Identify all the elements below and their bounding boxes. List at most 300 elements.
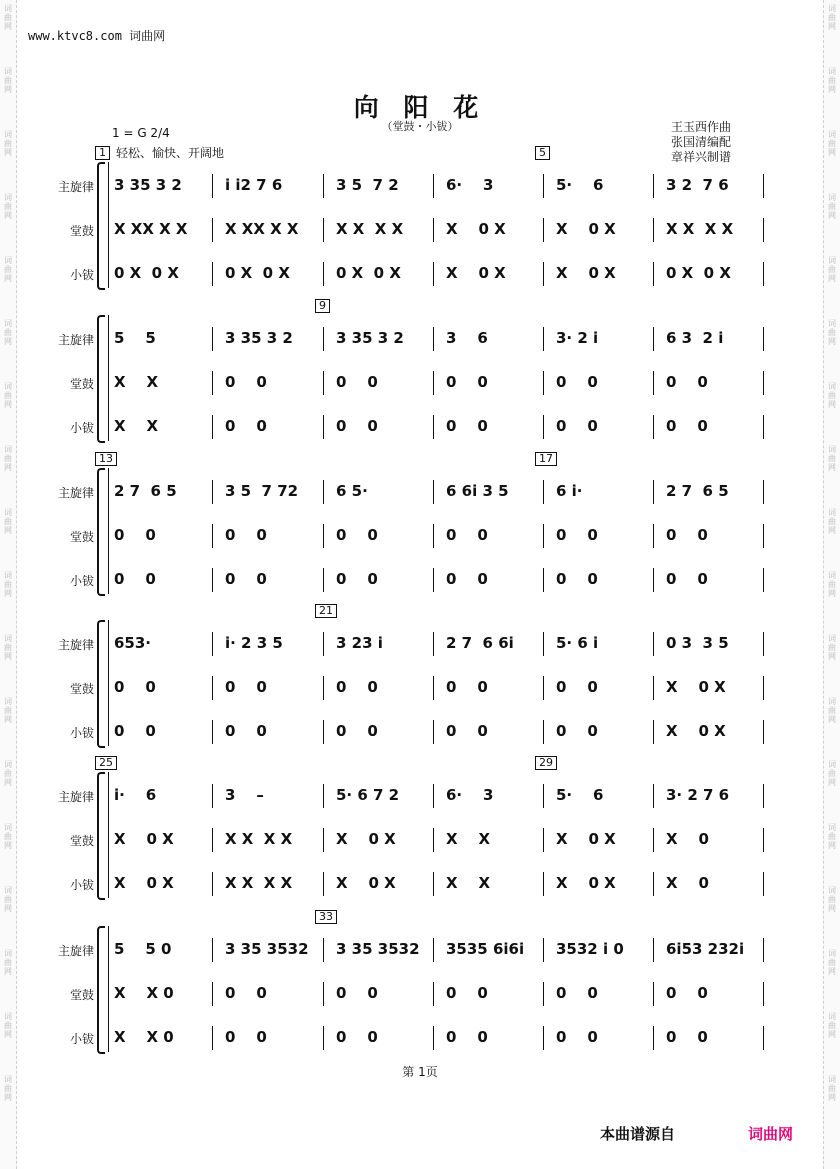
- part-label: 堂鼓: [69, 224, 94, 238]
- measure-notes: 6i53 232i: [666, 940, 745, 958]
- bar-line: [323, 828, 324, 852]
- watermark-text: 词 曲 网: [828, 1012, 836, 1039]
- bar-line: [763, 720, 764, 744]
- measure-notes: 0 0: [225, 373, 267, 391]
- watermark-text: 词 曲 网: [828, 4, 836, 31]
- measure-notes: 3 35 3532: [225, 940, 309, 958]
- bar-line: [763, 1026, 764, 1050]
- bar-line: [433, 872, 434, 896]
- measure-notes: 2 7 6 5: [666, 482, 729, 500]
- bar-line: [323, 982, 324, 1006]
- measure-notes: 3 5 7 2: [336, 176, 399, 194]
- part-label: 主旋律: [57, 944, 94, 958]
- bar-line: [433, 480, 434, 504]
- measure-notes: 0 0: [556, 1028, 598, 1046]
- measure-notes: 6 i·: [556, 482, 583, 500]
- bar-line: [212, 415, 213, 439]
- bar-line: [543, 480, 544, 504]
- system-bracket: [97, 162, 105, 290]
- measure-notes: 5 5: [114, 329, 156, 347]
- bar-line: [543, 524, 544, 548]
- bar-line: [543, 982, 544, 1006]
- bar-line: [653, 327, 654, 351]
- bar-line: [323, 218, 324, 242]
- measure-notes: 0 0: [556, 722, 598, 740]
- measure-number: 25: [95, 756, 117, 770]
- bar-line: [433, 415, 434, 439]
- measure-notes: 0 0: [556, 984, 598, 1002]
- part-label: 堂鼓: [69, 530, 94, 544]
- watermark-text: 词 曲 网: [4, 4, 12, 31]
- measure-notes: 0 0: [114, 526, 156, 544]
- watermark-text: 词 曲 网: [4, 949, 12, 976]
- bar-line: [433, 938, 434, 962]
- bar-line: [653, 828, 654, 852]
- measure-number: 29: [535, 756, 557, 770]
- measure-notes: 6 3 2 i: [666, 329, 724, 347]
- part-label: 堂鼓: [69, 834, 94, 848]
- bar-line: [653, 872, 654, 896]
- measure-notes: 0 0: [336, 984, 378, 1002]
- measure-number: 17: [535, 452, 557, 466]
- measure-notes: 0 0: [666, 417, 708, 435]
- measure-notes: X 0 X: [114, 874, 174, 892]
- bar-line: [543, 784, 544, 808]
- bar-line: [323, 1026, 324, 1050]
- bar-line: [323, 720, 324, 744]
- measure-notes: X 0 X: [556, 830, 616, 848]
- measure-notes: 0 X 0 X: [114, 264, 179, 282]
- watermark-text: 词 曲 网: [4, 1012, 12, 1039]
- bar-line: [433, 327, 434, 351]
- bar-line: [323, 327, 324, 351]
- measure-notes: 5 5 0: [114, 940, 172, 958]
- measure-notes: X 0 X: [666, 722, 726, 740]
- watermark-text: 词 曲 网: [828, 760, 836, 787]
- bar-line: [433, 720, 434, 744]
- bar-line: [653, 632, 654, 656]
- measure-notes: X 0: [666, 830, 709, 848]
- measure-notes: X 0 X: [666, 678, 726, 696]
- part-label: 主旋律: [57, 790, 94, 804]
- part-label: 堂鼓: [69, 988, 94, 1002]
- bar-line: [323, 676, 324, 700]
- bar-line: [433, 1026, 434, 1050]
- bar-line: [763, 872, 764, 896]
- bar-line: [763, 938, 764, 962]
- measure-notes: X X X X: [666, 220, 734, 238]
- watermark-text: 词 曲 网: [4, 634, 12, 661]
- bar-line: [763, 784, 764, 808]
- measure-notes: X 0 X: [336, 874, 396, 892]
- measure-notes: 5· 6 i: [556, 634, 599, 652]
- part-label: 小钹: [69, 878, 94, 892]
- bar-line: [433, 262, 434, 286]
- bar-line: [653, 982, 654, 1006]
- part-label: 主旋律: [57, 333, 94, 347]
- bar-line: [433, 784, 434, 808]
- measure-notes: 0 X 0 X: [225, 264, 290, 282]
- measure-notes: 3 6: [446, 329, 488, 347]
- site-url[interactable]: www.ktvc8.com 词曲网: [28, 29, 166, 43]
- bar-line: [763, 982, 764, 1006]
- measure-notes: X X 0: [114, 984, 174, 1002]
- measure-notes: 0 0: [114, 678, 156, 696]
- measure-notes: 3 5 7 72: [225, 482, 299, 500]
- measure-notes: 0 0: [336, 417, 378, 435]
- system-start-line: [108, 926, 109, 1052]
- bar-line: [653, 218, 654, 242]
- watermark-text: 词 曲 网: [4, 697, 12, 724]
- bar-line: [653, 720, 654, 744]
- bar-line: [433, 982, 434, 1006]
- bar-line: [543, 262, 544, 286]
- watermark-text: 词 曲 网: [4, 382, 12, 409]
- measure-notes: 0 0: [446, 526, 488, 544]
- part-label: 小钹: [69, 421, 94, 435]
- measure-notes: X 0: [666, 874, 709, 892]
- bar-line: [433, 524, 434, 548]
- bar-line: [212, 784, 213, 808]
- watermark-text: 词 曲 网: [828, 130, 836, 157]
- watermark-text: 词 曲 网: [4, 760, 12, 787]
- bar-line: [212, 524, 213, 548]
- measure-notes: 5· 6: [556, 786, 604, 804]
- part-label: 堂鼓: [69, 377, 94, 391]
- measure-notes: 0 0: [336, 526, 378, 544]
- measure-notes: X 0 X: [556, 874, 616, 892]
- watermark-text: 词 曲 网: [4, 571, 12, 598]
- system-bracket: [97, 315, 105, 443]
- measure-notes: 3 35 3532: [336, 940, 420, 958]
- measure-notes: 0 0: [114, 722, 156, 740]
- watermark-text: 词 曲 网: [828, 1075, 836, 1102]
- measure-notes: 0 0: [225, 1028, 267, 1046]
- bar-line: [653, 371, 654, 395]
- measure-notes: 0 0: [225, 722, 267, 740]
- tempo-marking: 轻松、愉快、开阔地: [116, 146, 225, 160]
- measure-number: 9: [315, 299, 330, 313]
- bar-line: [653, 938, 654, 962]
- measure-notes: 3· 2 i: [556, 329, 599, 347]
- bar-line: [543, 568, 544, 592]
- system-bracket: [97, 468, 105, 596]
- measure-notes: X X X X: [225, 830, 293, 848]
- bar-line: [653, 174, 654, 198]
- watermark-text: 词 曲 网: [828, 886, 836, 913]
- measure-notes: 0 0: [556, 373, 598, 391]
- measure-notes: 3 35 3 2: [114, 176, 182, 194]
- measure-notes: 0 0: [666, 526, 708, 544]
- bar-line: [763, 632, 764, 656]
- watermark-text: 词 曲 网: [4, 67, 12, 94]
- measure-notes: 0 0: [556, 678, 598, 696]
- watermark-text: 词 曲 网: [4, 445, 12, 472]
- watermark-text: 词 曲 网: [828, 823, 836, 850]
- watermark-text: 词 曲 网: [828, 256, 836, 283]
- bar-line: [653, 1026, 654, 1050]
- system-bracket: [97, 772, 105, 900]
- bar-line: [323, 371, 324, 395]
- part-label: 主旋律: [57, 486, 94, 500]
- watermark-text: 词 曲 网: [4, 319, 12, 346]
- part-label: 小钹: [69, 574, 94, 588]
- watermark-text: 词 曲 网: [828, 67, 836, 94]
- measure-notes: 0 0: [556, 570, 598, 588]
- bar-line: [543, 1026, 544, 1050]
- measure-notes: X X 0: [114, 1028, 174, 1046]
- measure-notes: X 0 X: [446, 264, 506, 282]
- measure-notes: 0 X 0 X: [336, 264, 401, 282]
- bar-line: [323, 568, 324, 592]
- bar-line: [543, 174, 544, 198]
- watermark-text: 词 曲 网: [4, 508, 12, 535]
- part-label: 小钹: [69, 1032, 94, 1046]
- page-number: 第 1页: [402, 1065, 438, 1079]
- transcriber-credit: 章祥兴制谱: [671, 150, 732, 164]
- bar-line: [212, 676, 213, 700]
- measure-notes: 0 0: [446, 722, 488, 740]
- source-label: 本曲谱源自: [600, 1125, 676, 1143]
- part-label: 小钹: [69, 726, 94, 740]
- measure-notes: 0 0: [225, 570, 267, 588]
- bar-line: [433, 174, 434, 198]
- bar-line: [763, 174, 764, 198]
- bar-line: [763, 327, 764, 351]
- measure-notes: 0 0: [666, 570, 708, 588]
- system-start-line: [108, 315, 109, 441]
- bar-line: [543, 720, 544, 744]
- system-start-line: [108, 620, 109, 746]
- bar-line: [212, 720, 213, 744]
- measure-notes: 3 23 i: [336, 634, 383, 652]
- bar-line: [653, 568, 654, 592]
- bar-line: [433, 632, 434, 656]
- bar-line: [323, 872, 324, 896]
- measure-notes: 3532 i 0: [556, 940, 624, 958]
- bar-line: [323, 632, 324, 656]
- bar-line: [212, 982, 213, 1006]
- measure-notes: i· 6: [114, 786, 157, 804]
- watermark-text: 词 曲 网: [828, 445, 836, 472]
- measure-notes: 0 0: [225, 417, 267, 435]
- measure-notes: X X X X: [225, 874, 293, 892]
- measure-notes: 0 0: [446, 373, 488, 391]
- measure-notes: 0 X 0 X: [666, 264, 731, 282]
- bar-line: [653, 480, 654, 504]
- bar-line: [653, 524, 654, 548]
- bar-line: [763, 415, 764, 439]
- arranger-credit: 张国清编配: [671, 135, 732, 149]
- measure-notes: X XX X X: [225, 220, 299, 238]
- bar-line: [433, 568, 434, 592]
- bar-line: [433, 676, 434, 700]
- system-start-line: [108, 162, 109, 288]
- measure-number: 1: [95, 146, 110, 160]
- bar-line: [212, 828, 213, 852]
- watermark-text: 词 曲 网: [828, 319, 836, 346]
- system-start-line: [108, 772, 109, 898]
- measure-notes: 6· 3: [446, 786, 494, 804]
- measure-notes: 0 0: [556, 417, 598, 435]
- system-start-line: [108, 468, 109, 594]
- bar-line: [653, 676, 654, 700]
- bar-line: [763, 371, 764, 395]
- measure-notes: X 0 X: [336, 830, 396, 848]
- measure-notes: 0 0: [336, 373, 378, 391]
- measure-number: 13: [95, 452, 117, 466]
- bar-line: [323, 174, 324, 198]
- measure-notes: X 0 X: [556, 264, 616, 282]
- source-site-link[interactable]: 词曲网: [748, 1125, 794, 1143]
- bar-line: [323, 524, 324, 548]
- bar-line: [653, 784, 654, 808]
- measure-notes: 0 0: [446, 678, 488, 696]
- measure-notes: 0 0: [556, 526, 598, 544]
- bar-line: [543, 218, 544, 242]
- bar-line: [763, 480, 764, 504]
- measure-notes: 3535 6i6i: [446, 940, 525, 958]
- bar-line: [763, 218, 764, 242]
- bar-line: [323, 262, 324, 286]
- measure-notes: 0 0: [225, 526, 267, 544]
- measure-notes: 0 0: [336, 678, 378, 696]
- watermark-text: 词 曲 网: [828, 508, 836, 535]
- measure-notes: 6· 3: [446, 176, 494, 194]
- bar-line: [543, 676, 544, 700]
- part-label: 小钹: [69, 268, 94, 282]
- measure-notes: 0 0: [446, 570, 488, 588]
- watermark-text: 词 曲 网: [4, 130, 12, 157]
- key-signature: 1 = G 2/4: [112, 126, 170, 140]
- bar-line: [212, 371, 213, 395]
- measure-notes: 0 0: [114, 570, 156, 588]
- bar-line: [653, 262, 654, 286]
- composer-credit: 王玉西作曲: [671, 120, 732, 134]
- measure-number: 21: [315, 604, 337, 618]
- measure-notes: 0 0: [225, 678, 267, 696]
- system-bracket: [97, 620, 105, 748]
- watermark-text: 词 曲 网: [4, 193, 12, 220]
- bar-line: [543, 632, 544, 656]
- bar-line: [543, 371, 544, 395]
- bar-line: [323, 480, 324, 504]
- bar-line: [323, 938, 324, 962]
- bar-line: [323, 784, 324, 808]
- measure-notes: 5· 6: [556, 176, 604, 194]
- measure-notes: 0 0: [446, 417, 488, 435]
- measure-notes: 0 0: [666, 1028, 708, 1046]
- part-label: 主旋律: [57, 638, 94, 652]
- measure-notes: X XX X X: [114, 220, 188, 238]
- watermark-text: 词 曲 网: [828, 949, 836, 976]
- measure-notes: 653·: [114, 634, 152, 652]
- bar-line: [212, 632, 213, 656]
- measure-notes: 3 –: [225, 786, 264, 804]
- measure-notes: 0 0: [666, 984, 708, 1002]
- bar-line: [212, 568, 213, 592]
- watermark-text: 词 曲 网: [828, 193, 836, 220]
- measure-notes: X 0 X: [114, 830, 174, 848]
- song-title: 向 阳 花: [353, 93, 487, 122]
- measure-notes: 2 7 6 6i: [446, 634, 514, 652]
- watermark-text: 词 曲 网: [828, 634, 836, 661]
- bar-line: [433, 218, 434, 242]
- measure-notes: i i2 7 6: [225, 176, 283, 194]
- bar-line: [543, 938, 544, 962]
- watermark-text: 词 曲 网: [828, 382, 836, 409]
- bar-line: [763, 524, 764, 548]
- measure-number: 33: [315, 910, 337, 924]
- left-watermark-strip: [0, 0, 17, 1169]
- bar-line: [763, 568, 764, 592]
- measure-notes: X X: [446, 874, 491, 892]
- watermark-text: 词 曲 网: [4, 823, 12, 850]
- watermark-text: 词 曲 网: [4, 1075, 12, 1102]
- bar-line: [212, 218, 213, 242]
- right-watermark-strip: [823, 0, 840, 1169]
- bar-line: [212, 327, 213, 351]
- part-label: 主旋律: [57, 180, 94, 194]
- bar-line: [763, 828, 764, 852]
- bar-line: [212, 1026, 213, 1050]
- watermark-text: 词 曲 网: [4, 256, 12, 283]
- measure-notes: X X: [114, 373, 159, 391]
- bar-line: [212, 174, 213, 198]
- measure-notes: 3 35 3 2: [336, 329, 404, 347]
- bar-line: [323, 415, 324, 439]
- watermark-text: 词 曲 网: [828, 571, 836, 598]
- measure-notes: 6 5·: [336, 482, 368, 500]
- part-label: 堂鼓: [69, 682, 94, 696]
- measure-notes: X 0 X: [446, 220, 506, 238]
- measure-notes: 0 0: [666, 373, 708, 391]
- bar-line: [653, 415, 654, 439]
- measure-notes: 0 0: [336, 570, 378, 588]
- measure-notes: X X: [114, 417, 159, 435]
- measure-notes: 3 35 3 2: [225, 329, 293, 347]
- measure-notes: 5· 6 7 2: [336, 786, 400, 804]
- measure-notes: 0 0: [336, 722, 378, 740]
- watermark-text: 词 曲 网: [828, 697, 836, 724]
- measure-notes: 2 7 6 5: [114, 482, 177, 500]
- bar-line: [212, 480, 213, 504]
- bar-line: [212, 872, 213, 896]
- watermark-text: 词 曲 网: [4, 886, 12, 913]
- measure-notes: X 0 X: [556, 220, 616, 238]
- song-subtitle: （堂鼓・小钹）: [381, 120, 459, 133]
- bar-line: [763, 676, 764, 700]
- measure-notes: 0 0: [336, 1028, 378, 1046]
- measure-notes: 6 6i 3 5: [446, 482, 509, 500]
- measure-number: 5: [535, 146, 550, 160]
- measure-notes: 0 0: [446, 984, 488, 1002]
- bar-line: [543, 872, 544, 896]
- measure-notes: X X: [446, 830, 491, 848]
- bar-line: [433, 828, 434, 852]
- bar-line: [212, 262, 213, 286]
- bar-line: [212, 938, 213, 962]
- measure-notes: 3· 2 7 6: [666, 786, 730, 804]
- measure-notes: i· 2 3 5: [225, 634, 283, 652]
- bar-line: [543, 415, 544, 439]
- system-bracket: [97, 926, 105, 1054]
- measure-notes: 0 3 3 5: [666, 634, 729, 652]
- bar-line: [543, 327, 544, 351]
- measure-notes: 0 0: [225, 984, 267, 1002]
- measure-notes: X X X X: [336, 220, 404, 238]
- bar-line: [543, 828, 544, 852]
